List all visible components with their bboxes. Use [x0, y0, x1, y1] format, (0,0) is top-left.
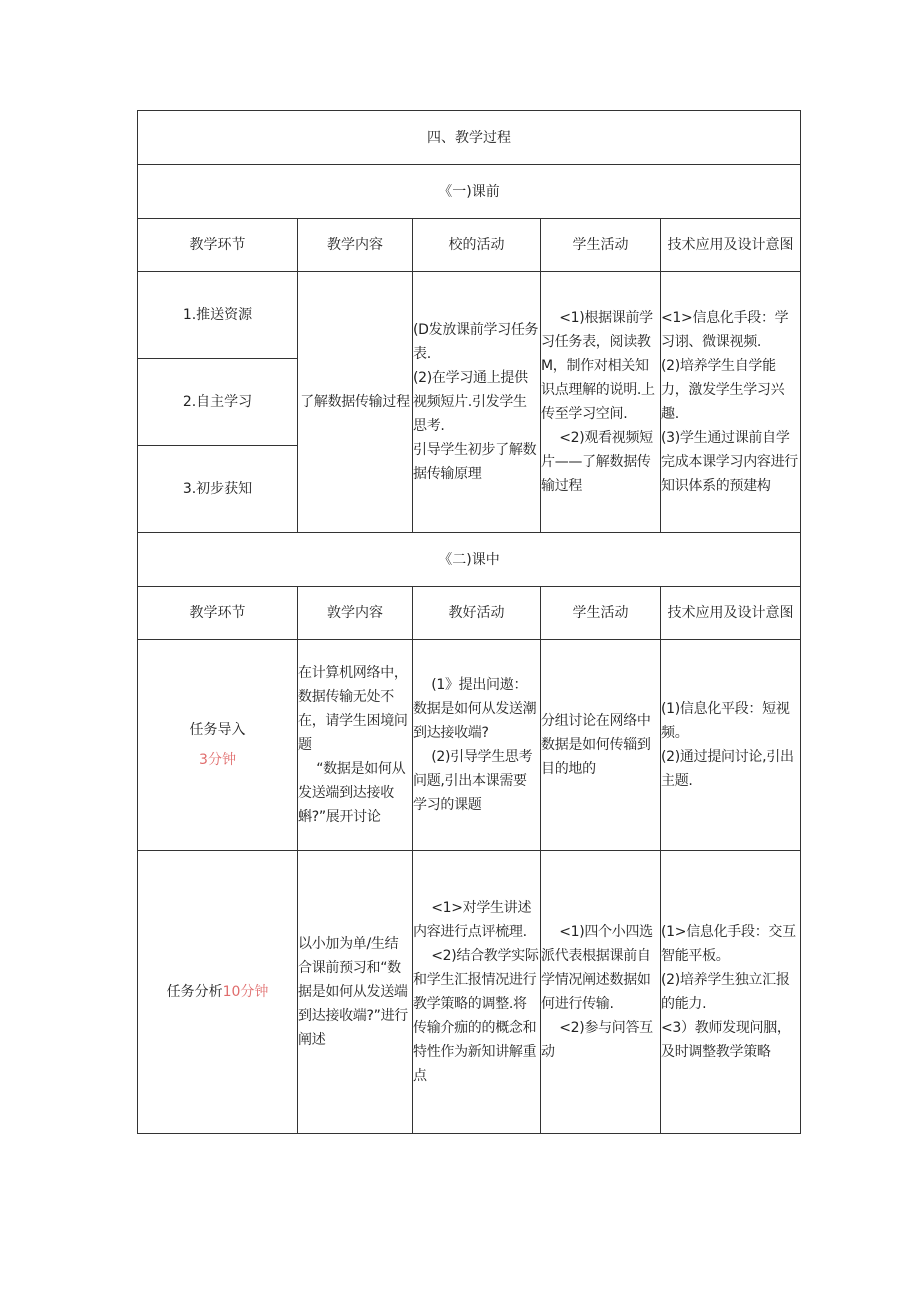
tech-design-item: <3）教师发现问胭，及时调整教学策略 — [661, 1020, 791, 1060]
task-analysis-time: 10分钟 — [222, 984, 269, 1000]
teacher-activity-item: <1>对学生讲述内容进行点评梳理. — [413, 900, 532, 940]
tech-design-before-class — [661, 272, 801, 533]
header-teacher-activity: 校的活动 — [413, 219, 541, 272]
content-before-class: 了解数据传输过程 — [298, 272, 413, 533]
header-student-activity: 学生活动 — [541, 587, 661, 640]
step-task-analysis — [138, 851, 298, 1134]
teacher-activity-task-analysis — [413, 851, 541, 1134]
tech-design-item: (1)信息化平段：短视频。 — [661, 701, 790, 741]
table-title: 四、教学过程 — [138, 111, 801, 165]
tech-design-item: (3)学生通过课前自学完成本课学习内容进行知识体系的预建构 — [661, 430, 798, 494]
section-in-class: 《二)课中 — [138, 533, 801, 587]
header-content: 敦学内容 — [298, 587, 413, 640]
task-intro-name: 任务导入 — [189, 722, 246, 738]
tech-design-item: (2)通过提问讨论,引出主题. — [661, 749, 794, 789]
tech-design-item: (2)培养学生独立汇报的能力. — [661, 972, 790, 1012]
teacher-activity-item: (D发放课前学习任务表. — [413, 322, 539, 362]
step-task-intro — [138, 640, 298, 851]
content-item: 在计算机网络中，数据传输无处不在，请学生困境问题 — [298, 665, 408, 753]
tech-design-item: <1>信息化手段：学习诩、微课视频. — [661, 310, 789, 350]
teacher-activity-item: (2)引导学生思考问题,引出本课需要学习的课题 — [413, 749, 533, 813]
teacher-activity-item: (1》提出问遨：数据是如何从发送潮到达接收端? — [413, 677, 537, 741]
student-activity-item: <1)根据课前学习任务表，阅读教M，制作对相关知识点理解的说明.上传至学习空间. — [541, 310, 655, 422]
student-activity-item: <2)参与问答互动 — [541, 1020, 653, 1060]
header-student-activity: 学生活动 — [541, 219, 661, 272]
tech-design-task-analysis — [661, 851, 801, 1134]
section-before-class: 《一)课前 — [138, 165, 801, 219]
content-item: “数据是如何从发送端到达接收蝌?”展开讨论 — [298, 761, 406, 825]
student-activity-task-analysis — [541, 851, 661, 1134]
step-self-study: 2.自主学习 — [138, 359, 298, 446]
teacher-activity-item: <2)结合教学实际和学生汇报情况进行教学策略的调整.将传输介痂的的概念和特性作为新知讲解重点 — [413, 948, 539, 1084]
content-task-intro — [298, 640, 413, 851]
student-activity-item: <1)四个小四选派代表根据课前自学情况阐述数据如何进行传输. — [541, 924, 653, 1012]
teacher-activity-item: (2)在学习通上提供视频短片.引发学生思考. — [413, 370, 528, 434]
header-step: 教学环节 — [138, 219, 298, 272]
step-initial-knowledge: 3.初步获知 — [138, 446, 298, 533]
task-intro-time: 3分钟 — [199, 752, 236, 768]
teaching-process-table — [137, 110, 801, 1134]
header-tech-design: 技术应用及设计意图 — [661, 587, 801, 640]
content-task-analysis: 以小加为单/生结合课前预习和“数据是如何从发送端到达接收端?”进行阐述 — [298, 851, 413, 1134]
tech-design-item: (2)培养学生自学能力，激发学生学习兴趣. — [661, 358, 785, 422]
header-teacher-activity: 教好活动 — [413, 587, 541, 640]
header-content: 教学内容 — [298, 219, 413, 272]
task-analysis-name: 任务分析 — [166, 984, 223, 1000]
tech-design-item: (1>信息化手段：交互智能平板。 — [661, 924, 796, 964]
student-activity-item: <2)观看视频短片——了解数据传输过程 — [541, 430, 653, 494]
teacher-activity-task-intro — [413, 640, 541, 851]
header-tech-design: 技术应用及设计意图 — [661, 219, 801, 272]
header-step: 教学环节 — [138, 587, 298, 640]
student-activity-task-intro: 分组讨论在网络中数据是如何传辎到目的地的 — [541, 640, 661, 851]
tech-design-task-intro — [661, 640, 801, 851]
step-push-resources: 1.推送资源 — [138, 272, 298, 359]
student-activity-before-class — [541, 272, 661, 533]
teacher-activity-item: 引导学生初步了解数据传输原理 — [413, 442, 537, 482]
teacher-activity-before-class — [413, 272, 541, 533]
